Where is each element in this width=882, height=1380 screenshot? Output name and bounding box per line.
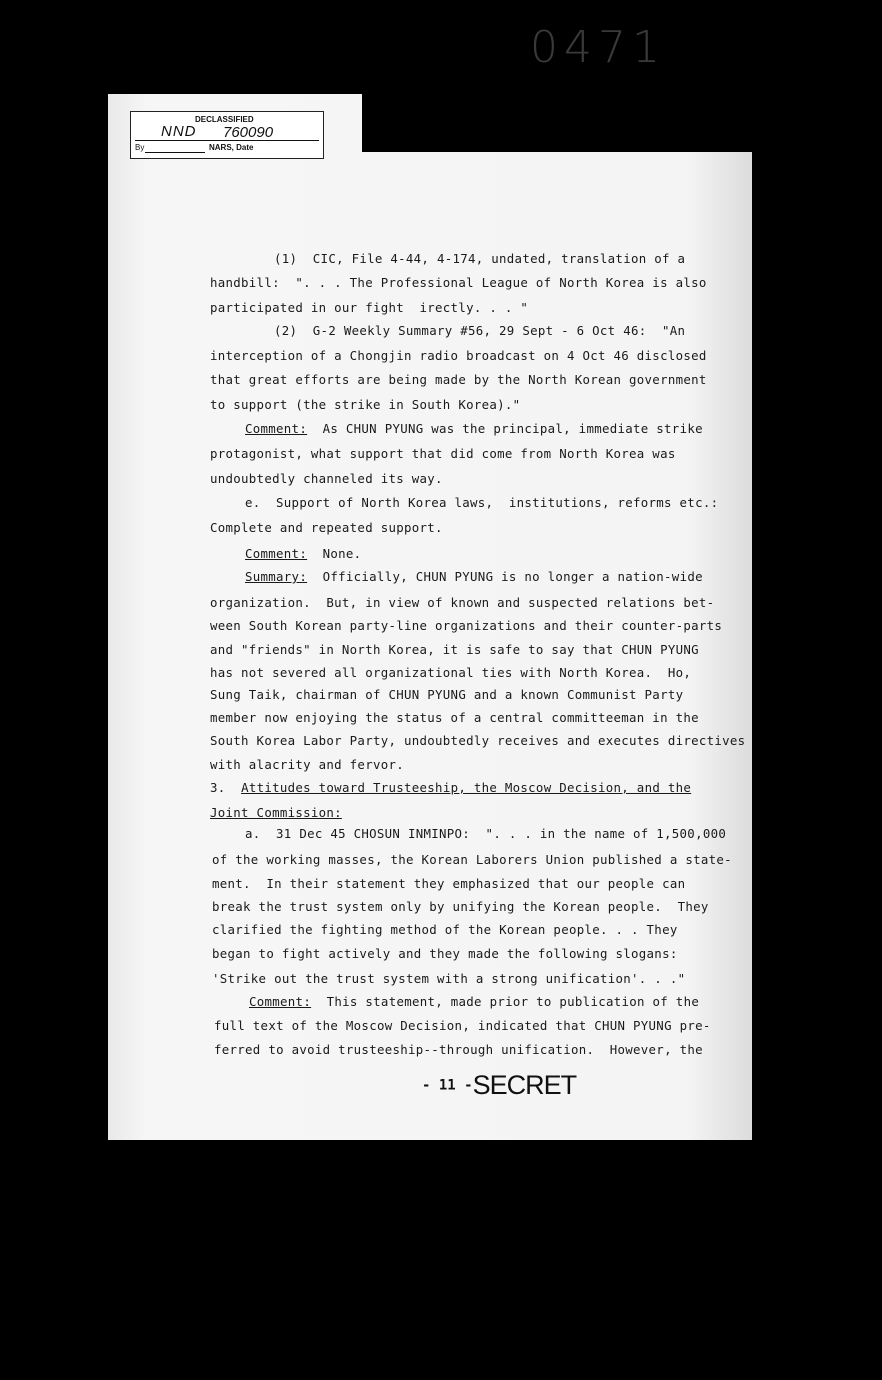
comment-text: This statement, made prior to publication of the [311,994,700,1009]
section-heading [210,780,691,795]
text-line: has not severed all organizational ties with North Korea. Ho, [210,665,692,680]
text-line: 'Strike out the trust system with a strong unification'. . ." [212,971,686,986]
text-line: of the working masses, the Korean Laborers Union published a state- [212,852,732,867]
stamp-label: DECLASSIFIED [195,115,254,124]
comment-line [245,546,361,561]
stamp-signature-line [145,152,205,153]
text-line: ferred to avoid trusteeship--through unification. However, the [214,1042,703,1057]
text-line: handbill: ". . . The Professional League of North Korea is also [210,275,707,290]
text-line: (1) CIC, File 4-44, 4-174, undated, translation of a [274,251,686,266]
section-title-cont: Joint Commission: [210,805,342,820]
text-line: South Korea Labor Party, undoubtedly receives and executes directives [210,733,746,748]
page-number: - 11 - [422,1077,473,1094]
stamp-by-label: By [135,143,145,152]
text-line: participated in our fight irectly. . . " [210,300,529,315]
comment-label: Comment: [245,546,308,561]
text-line: and "friends" in North Korea, it is safe to say that CHUN PYUNG [210,642,699,657]
text-line: ween South Korean party-line organizations and their counter-parts [210,618,723,633]
comment-line [249,994,699,1009]
text-line: Complete and repeated support. [210,520,443,535]
section-title: Attitudes toward Trusteeship, the Moscow Decision, and the [241,780,692,795]
section-number: 3. [210,780,226,795]
classification-marking: SECRET [472,1070,577,1100]
stamp-authority: NND [161,123,197,140]
text-line: that great efforts are being made by the North Korean government [210,372,707,387]
stamp-divider [135,140,319,141]
text-line: a. 31 Dec 45 CHOSUN INMINPO: ". . . in the name of 1,500,000 [245,826,727,841]
text-line: member now enjoying the status of a central committeeman in the [210,710,699,725]
comment-line [245,421,703,436]
text-line: ment. In their statement they emphasized that our people can [212,876,686,891]
stamp-number: 760090 [223,124,274,141]
comment-label: Comment: [249,994,312,1009]
text-line: interception of a Chongjin radio broadcast on 4 Oct 46 disclosed [210,348,707,363]
text-line: with alacrity and fervor. [210,757,404,772]
declassification-stamp [130,111,324,159]
text-line: (2) G-2 Weekly Summary #56, 29 Sept - 6 Oct 46: "An [274,323,686,338]
summary-text: Officially, CHUN PYUNG is no longer a nation-wide [307,569,703,584]
text-line: clarified the fighting method of the Korean people. . . They [212,922,678,937]
text-line: protagonist, what support that did come from North Korea was [210,446,676,461]
page-notch [362,94,752,152]
text-line: e. Support of North Korea laws, institutions, reforms etc.: [245,495,719,510]
text-line: began to fight actively and they made the following slogans: [212,946,678,961]
text-line: break the trust system only by unifying the Korean people. They [212,899,709,914]
comment-text: As CHUN PYUNG was the principal, immediate strike [307,421,703,436]
stamp-nars-label: NARS, Date [209,143,254,152]
text-line: undoubtedly channeled its way. [210,471,443,486]
summary-line [245,569,703,584]
text-line: Sung Taik, chairman of CHUN PYUNG and a known Communist Party [210,687,684,702]
comment-text: None. [307,546,362,561]
page-footer [422,1070,576,1101]
comment-label: Comment: [245,421,308,436]
microfilm-frame-number: 0471 [530,22,666,73]
text-line: organization. But, in view of known and suspected relations bet- [210,595,715,610]
text-line: to support (the strike in South Korea)." [210,397,521,412]
text-line: full text of the Moscow Decision, indicated that CHUN PYUNG pre- [214,1018,711,1033]
summary-label: Summary: [245,569,308,584]
